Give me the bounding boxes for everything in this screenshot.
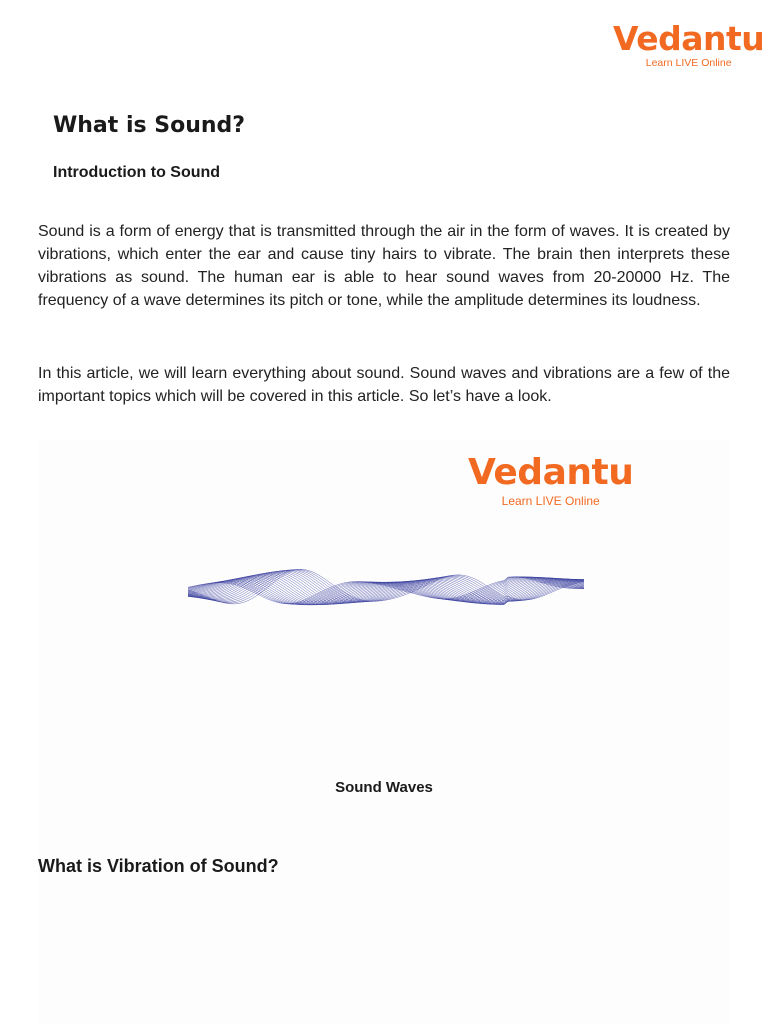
figure-vedantu-logo [468,452,634,508]
vedantu-logo [613,19,765,69]
article-overview-paragraph: In this article, we will learn everything about sound. Sound waves and vibrations are a few of the important topics which will be covered in this article. So let’s have a look. [38,365,730,405]
logo-tagline: Learn LIVE Online [645,57,732,69]
intro-paragraph: Sound is a form of energy that is transmitted through the air in the form of waves. It is created by vibrations, which enter the ear and cause tiny hairs to vibrate. The brain then interprets these vibrations as sound. The human ear is able to hear sound waves from 20-20000 Hz. The frequency of a wave determines its pitch or tone, while the amplitude determines its loudness. [38,223,730,309]
sound-wave-illustration [188,552,584,628]
figure-caption: Sound Waves [335,779,433,796]
figure-logo-tagline: Learn LIVE Online [501,494,600,508]
figure-logo-wordmark: Vedantu [468,452,634,493]
page-title: What is Sound? [53,113,246,138]
sound-waves-figure [38,440,730,1024]
section-subtitle: Introduction to Sound [53,164,221,181]
section-heading-vibration: What is Vibration of Sound? [38,856,279,876]
logo-wordmark: Vedantu [613,19,765,58]
